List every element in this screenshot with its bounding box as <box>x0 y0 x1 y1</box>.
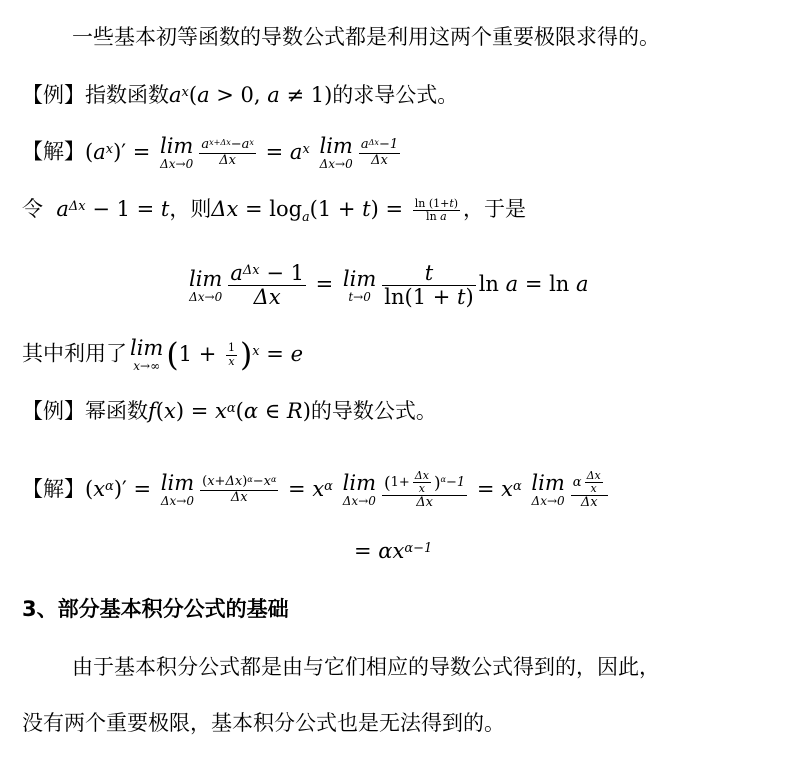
section-title <box>22 594 289 624</box>
example-1-tag: 【例】 <box>22 83 85 107</box>
example-1-text-before: 指数函数 <box>85 83 169 107</box>
substitution-then: ，则 <box>169 197 212 221</box>
substitution-hence: ，于是 <box>463 197 527 221</box>
substitution-lead: 令 <box>22 197 43 221</box>
intro-text: 一些基本初等函数的导数公式都是利用这两个重要极限求得的。 <box>72 25 660 49</box>
solution-1-tag: 【解】 <box>22 139 85 164</box>
conclusion-line-2 <box>22 708 505 738</box>
power-result-formula: = $\alpha x^{\alpha-1}$ <box>354 539 433 563</box>
intro-paragraph <box>72 22 660 52</box>
used-note-lead: 其中利用了 <box>22 341 127 366</box>
limit-result-formula: lim Δx→0 $\frac{a^{\Delta x} - 1}{\Delta x}$ = lim t→0 $\frac{t}{\ln(1 + t)}$ ln a = ln a <box>189 261 589 310</box>
conclusion-line-1 <box>72 652 660 682</box>
solution-1-formula: $(a^x)'$ = lim Δx→0 $\frac{a^{x+\Delta x}-a^x}{\Delta x}$ = $a^x$ lim Δx→0 $\frac{a^{\Delta x}-1}{\Delta x}$ <box>85 134 399 171</box>
example-2 <box>22 396 437 426</box>
limit-result <box>186 262 589 309</box>
example-2-tag: 【例】 <box>22 399 85 423</box>
used-note <box>22 338 303 372</box>
example-2-text-before: 幂函数 <box>85 399 148 423</box>
power-result <box>354 536 432 566</box>
substitution-line <box>22 194 526 232</box>
conclusion-text-2: 没有两个重要极限，基本积分公式也是无法得到的。 <box>22 711 505 735</box>
example-1-text-after: 的求导公式。 <box>332 83 459 107</box>
example-1-formula: $a^x(a > 0$, a ≠ 1) <box>169 83 333 107</box>
solution-2 <box>22 470 611 510</box>
used-note-formula: lim x→∞ (1 + $\frac{1}{x}$ )$^x$ = e <box>130 336 303 373</box>
solution-2-tag: 【解】 <box>22 476 85 501</box>
solution-1 <box>22 136 403 170</box>
section-title-text: 3、部分基本积分公式的基础 <box>22 597 289 621</box>
example-1 <box>22 80 458 110</box>
example-2-formula: $f(x) = x^\alpha(\alpha$ ∈ R) <box>148 399 311 423</box>
conclusion-text-1: 由于基本积分公式都是由与它们相应的导数公式得到的，因此， <box>72 655 660 679</box>
solution-2-formula: $(x^\alpha)'$ = lim Δx→0 $\frac{(x+\Delta x)^\alpha-x^\alpha}{\Delta x}$ = $x^\alpha$ lim Δx→0 (1+ $\frac{\Delta x}{x}$ )$^\alpha$−1 Δx = $x^\alpha$ lim Δx→0 α $\frac{\Delta x}{x}$ Δx <box>85 477 611 501</box>
example-2-text-after: 的导数公式。 <box>310 399 437 423</box>
substitution-formula-1: $a^{\Delta x} - 1 = t$ <box>43 197 170 221</box>
substitution-formula-2: $\Delta x = \log_a(1 + t)$ = $\frac{\ln (1+t)}{\text{ln a}}$ <box>211 196 459 225</box>
